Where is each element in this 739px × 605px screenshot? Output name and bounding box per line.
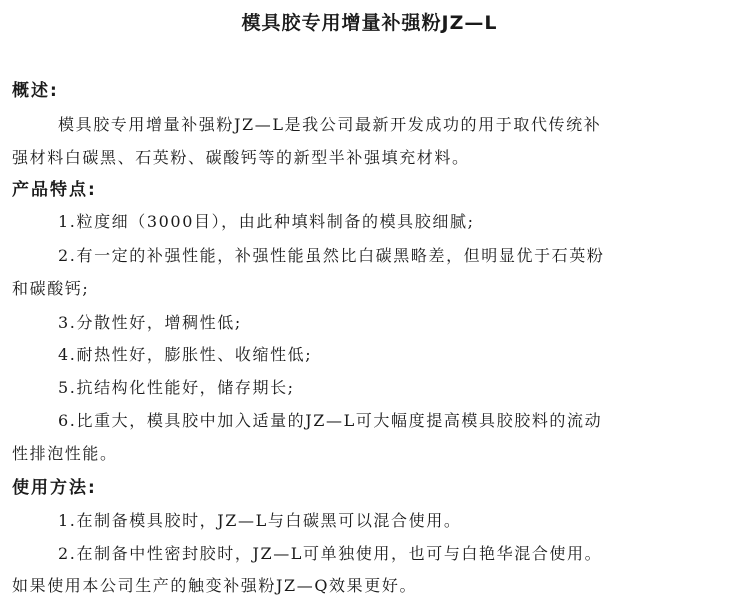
- features-heading: 产品特点:: [12, 180, 97, 200]
- feature-item-5: 5.抗结构化性能好，储存期长;: [58, 378, 295, 397]
- usage-note: 如果使用本公司生产的触变补强粉JZ—Q效果更好。: [12, 576, 418, 595]
- usage-item-1: 1.在制备模具胶时，JZ—L与白碳黑可以混合使用。: [58, 511, 462, 530]
- overview-line-2: 强材料白碳黑、石英粉、碳酸钙等的新型半补强填充材料。: [12, 148, 470, 167]
- feature-item-6-cont: 性排泡性能。: [12, 444, 118, 463]
- feature-item-2-cont: 和碳酸钙;: [12, 279, 90, 298]
- document-title: 模具胶专用增量补强粉JZ—L: [241, 12, 498, 34]
- feature-item-6: 6.比重大，模具胶中加入适量的JZ—L可大幅度提高模具胶胶料的流动: [58, 411, 603, 430]
- usage-heading: 使用方法:: [12, 478, 97, 498]
- feature-item-1: 1.粒度细（3000目），由此种填料制备的模具胶细腻;: [58, 212, 475, 231]
- feature-item-2: 2.有一定的补强性能，补强性能虽然比白碳黑略差，但明显优于石英粉: [58, 246, 605, 265]
- feature-item-3: 3.分散性好，增稠性低;: [58, 313, 242, 332]
- overview-heading: 概述:: [12, 81, 59, 101]
- feature-item-4: 4.耐热性好，膨胀性、收缩性低;: [58, 345, 313, 364]
- usage-item-2: 2.在制备中性密封胶时，JZ—L可单独使用，也可与白艳华混合使用。: [58, 544, 603, 563]
- overview-line-1: 模具胶专用增量补强粉JZ—L是我公司最新开发成功的用于取代传统补: [58, 115, 602, 134]
